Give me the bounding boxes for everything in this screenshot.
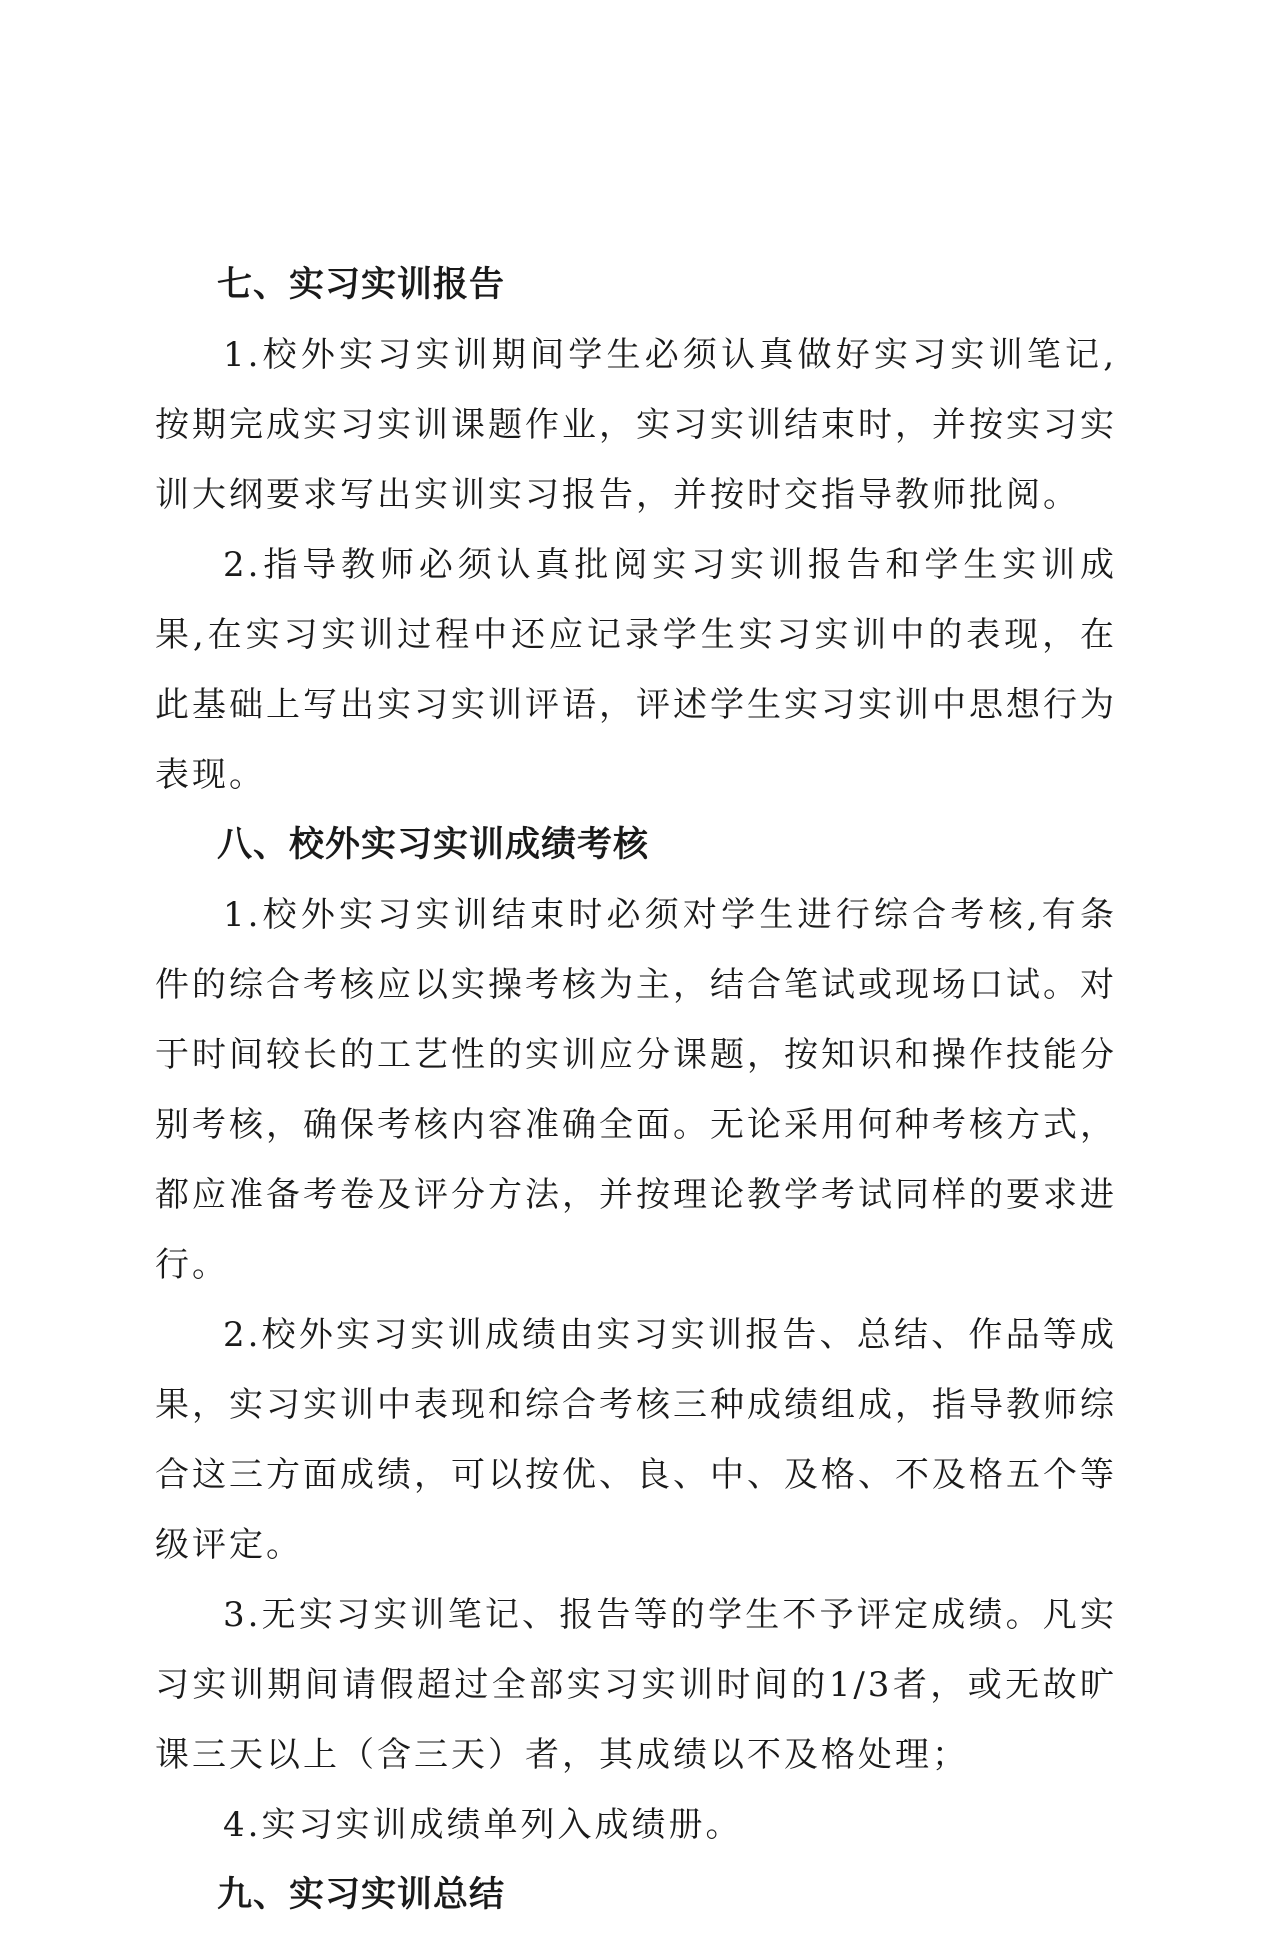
paragraph-report-1: 1.校外实习实训期间学生必须认真做好实习实训笔记,按期完成实习实训课题作业，实习实训结束时，并按实习实训大纲要求写出实训实习报告，并按时交指导教师批阅。 (155, 335, 1117, 515)
paragraph-assessment-3: 3.无实习实训笔记、报告等的学生不予评定成绩。凡实习实训期间请假超过全部实习实训时间的1/3者，或无故旷课三天以上（含三天）者，其成绩以不及格处理； (155, 1595, 1117, 1775)
paragraph-assessment-4: 4.实习实训成绩单列入成绩册。 (223, 1805, 743, 1845)
paragraph-assessment-1: 1.校外实习实训结束时必须对学生进行综合考核,有条件的综合考核应以实操考核为主，结合笔试或现场口试。对于时间较长的工艺性的实训应分课题，按知识和操作技能分别考核，确保考核内容准确全面。无论采用何种考核方式，都应准备考卷及评分方法，并按理论教学考试同样的要求进行。 (155, 895, 1117, 1285)
section-heading-summary: 九、实习实训总结 (217, 1875, 506, 1915)
paragraph-assessment-2: 2.校外实习实训成绩由实习实训报告、总结、作品等成果，实习实训中表现和综合考核三种成绩组成，指导教师综合这三方面成绩，可以按优、良、中、及格、不及格五个等级评定。 (155, 1315, 1117, 1565)
section-heading-assessment: 八、校外实习实训成绩考核 (217, 825, 650, 865)
section-heading-internship-report: 七、实习实训报告 (217, 265, 506, 305)
paragraph-report-2: 2.指导教师必须认真批阅实习实训报告和学生实训成果,在实习实训过程中还应记录学生实习实训中的表现，在此基础上写出实习实训评语，评述学生实习实训中思想行为表现。 (155, 545, 1117, 795)
